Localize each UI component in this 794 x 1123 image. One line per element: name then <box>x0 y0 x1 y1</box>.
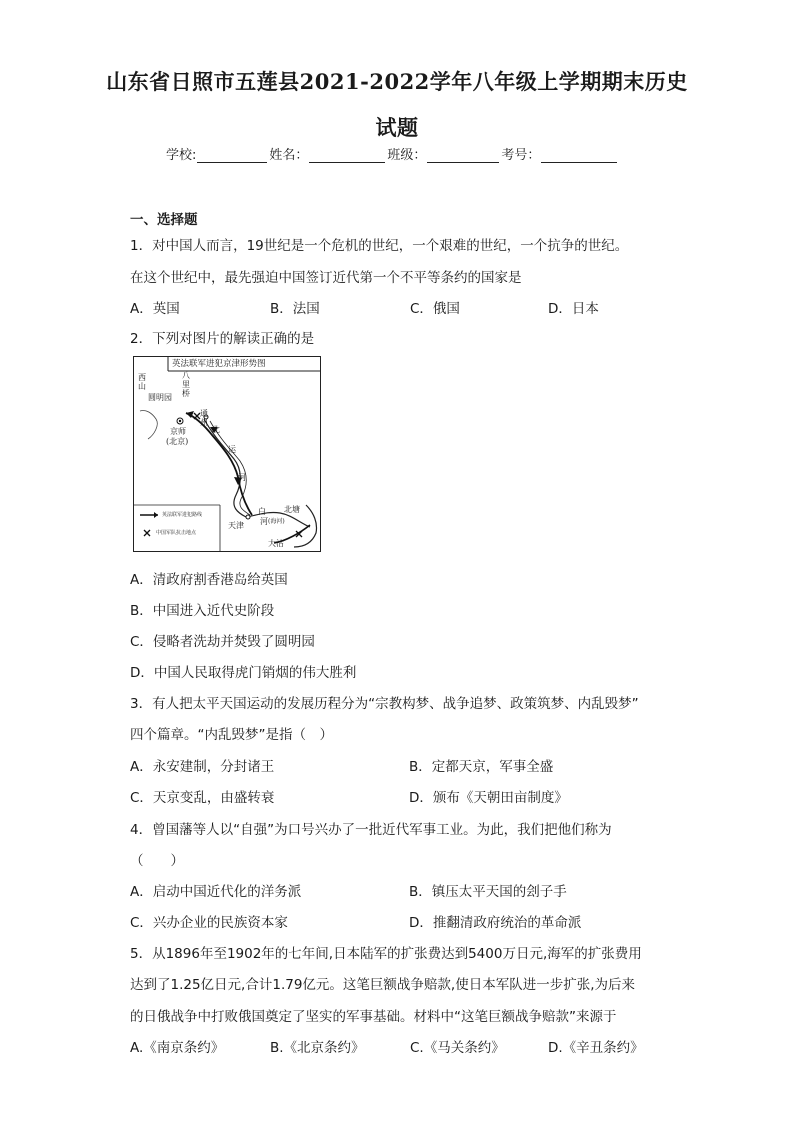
school-field[interactable] <box>197 148 267 163</box>
map-label-dagu: 大沽 <box>268 539 284 548</box>
map-label-yun: 运 <box>228 445 236 454</box>
q2-option-c[interactable]: C．侵略者洗劫并焚毁了圆明园 <box>130 634 315 650</box>
q2-map-figure <box>133 356 321 552</box>
map-label-tongzhou: 通州 <box>200 409 208 427</box>
q4-stem-line1: 4．曾国藩等人以“自强”为口号兴办了一批近代军事工业。为此，我们把他们称为 <box>130 822 612 838</box>
q1-stem-line1: 1．对中国人而言，19世纪是一个危机的世纪，一个艰难的世纪，一个抗争的世纪。 <box>130 238 629 254</box>
map-label-tianjin: 天津 <box>228 521 244 530</box>
q1-stem-line2: 在这个世纪中，最先强迫中国签订近代第一个不平等条约的国家是 <box>130 270 522 286</box>
map-label-baihe: 河 <box>260 517 268 526</box>
q4-option-c[interactable]: C．兴办企业的民族资本家 <box>130 915 288 931</box>
q3-option-c[interactable]: C．天京变乱，由盛转衰 <box>130 790 275 806</box>
q1-option-b[interactable]: B．法国 <box>270 301 320 317</box>
q1-option-c[interactable]: C．俄国 <box>410 301 460 317</box>
q5-stem-line3: 的日俄战争中打败俄国奠定了坚实的军事基础。材料中“这笔巨额战争赔款”来源于 <box>130 1009 617 1025</box>
q2-stem: 2．下列对图片的解读正确的是 <box>130 331 315 347</box>
map-label-xishan: 西山 <box>138 373 146 391</box>
legend-route-label: 英法联军进犯路线 <box>162 512 203 518</box>
class-field[interactable] <box>427 148 499 163</box>
beijing-marker-center <box>179 420 181 422</box>
q5-option-c[interactable]: C.《马关条约》 <box>410 1040 505 1056</box>
q5-option-d[interactable]: D.《辛丑条约》 <box>548 1040 644 1056</box>
q2-option-b[interactable]: B．中国进入近代史阶段 <box>130 603 275 619</box>
map-label-beijing: (北京) <box>166 437 189 446</box>
map-label-bei: 北 <box>212 425 220 434</box>
q2-option-d[interactable]: D．中国人民取得虎门销烟的伟大胜利 <box>130 665 357 681</box>
q5-option-b[interactable]: B.《北京条约》 <box>270 1040 365 1056</box>
exam-title-line2: 试题 <box>375 115 419 140</box>
west-hills-line <box>140 410 157 439</box>
q5-option-a[interactable]: A.《南京条约》 <box>130 1040 225 1056</box>
map-label-yuanmingyuan: 圆明园 <box>148 393 172 402</box>
map-label-haihe: (海河) <box>268 518 285 525</box>
q4-option-d[interactable]: D．推翻清政府统治的革命派 <box>409 915 582 931</box>
q3-stem-line1: 3．有人把太平天国运动的发展历程分为“宗教构梦、战争追梦、政策筑梦、内乱毁梦” <box>130 696 639 712</box>
q2-option-a[interactable]: A．清政府割香港岛给英国 <box>130 572 288 588</box>
map-drawing <box>134 357 320 551</box>
student-info-row <box>166 144 619 163</box>
map-label-bai: 白 <box>258 507 266 516</box>
q1-option-d[interactable]: D．日本 <box>548 301 599 317</box>
school-label: 学校: <box>166 148 197 163</box>
q3-option-a[interactable]: A．永安建制，分封诸王 <box>130 759 275 775</box>
legend-arrow-sample <box>154 512 158 518</box>
map-label-beitang: 北塘 <box>284 505 300 514</box>
number-field[interactable] <box>541 148 617 163</box>
map-label-he: 河 <box>238 473 246 482</box>
q4-option-b[interactable]: B．镇压太平天国的刽子手 <box>409 884 567 900</box>
class-label: 班级： <box>387 148 427 163</box>
q3-stem-line2: 四个篇章。“内乱毁梦”是指（ ） <box>130 727 333 743</box>
q4-stem-line2: （ ） <box>130 853 184 869</box>
map-label-jingshi: 京师 <box>170 427 186 436</box>
q4-option-a[interactable]: A．启动中国近代化的洋务派 <box>130 884 302 900</box>
q3-option-d[interactable]: D．颁布《天朝田亩制度》 <box>409 790 568 806</box>
legend-battle-label: 中国军队抗击地点 <box>156 530 197 536</box>
section-title: 一、选择题 <box>130 212 198 228</box>
q5-stem-line1: 5．从1896年至1902年的七年间,日本陆军的扩张费达到5400万日元,海军的扩张费用 <box>130 946 642 962</box>
legend-battle-sample <box>144 530 150 536</box>
tianjin-marker <box>246 515 250 519</box>
exam-title-line1: 山东省日照市五莲县2021-2022学年八年级上学期期末历史 <box>106 69 688 94</box>
q5-stem-line2: 达到了1.25亿日元,合计1.79亿元。这笔巨额战争赔款,使日本军队进一步扩张,为后来 <box>130 977 635 993</box>
name-label: 姓名： <box>269 148 309 163</box>
map-label-baliqiao: 八里桥 <box>182 371 190 398</box>
q3-option-b[interactable]: B．定都天京，军事全盛 <box>409 759 554 775</box>
number-label: 考号： <box>501 148 541 163</box>
name-field[interactable] <box>309 148 385 163</box>
map-title: 英法联军进犯京津形势图 <box>172 359 266 369</box>
q1-option-a[interactable]: A．英国 <box>130 301 180 317</box>
